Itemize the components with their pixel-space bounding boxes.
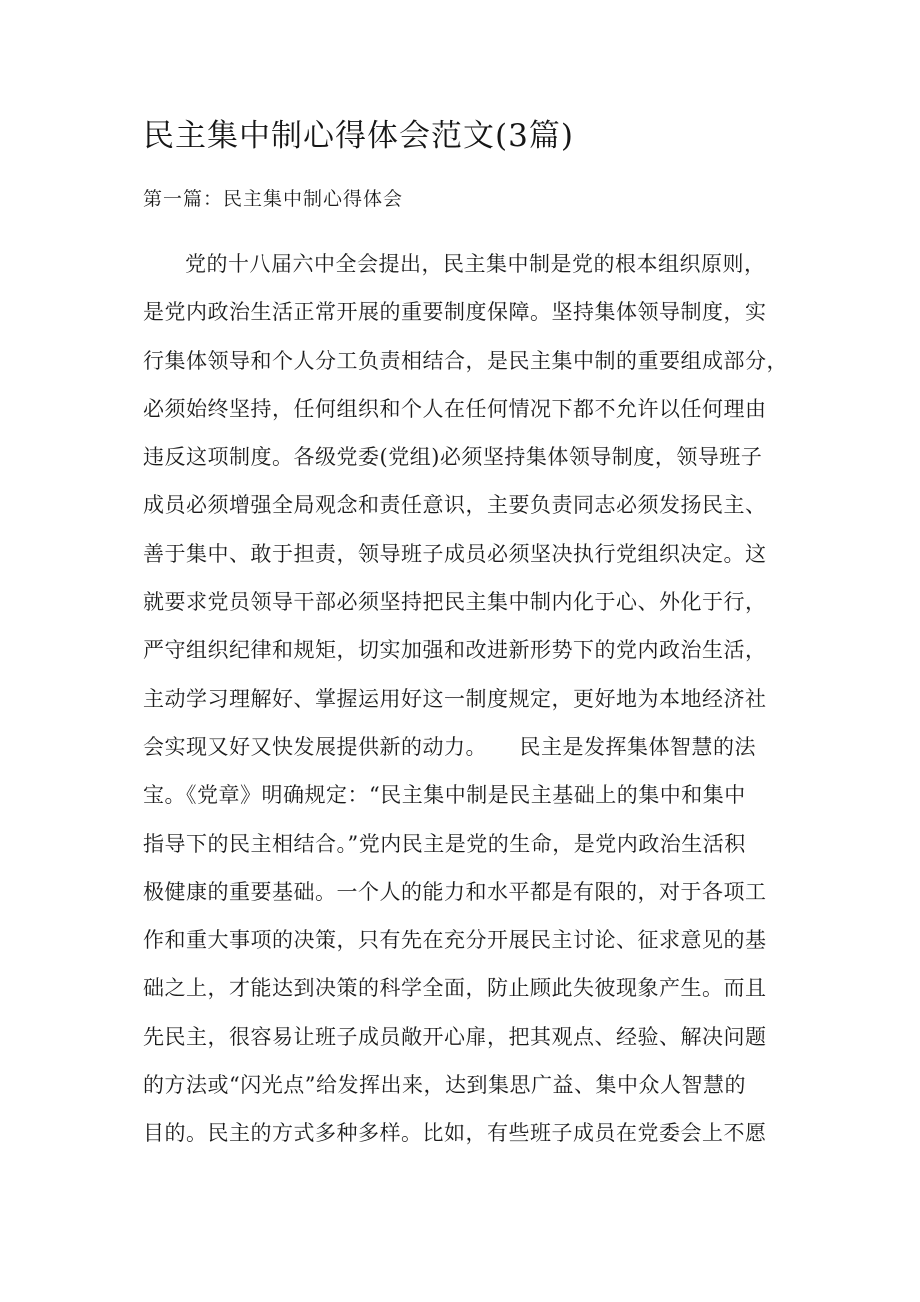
body-line: 先民主，很容易让班子成员敞开心扉，把其观点、经验、解决问题 (143, 1024, 767, 1049)
body-line: 违反这项制度。各级党委(党组)必须坚持集体领导制度，领导班子 (143, 445, 763, 470)
body-line: 就要求党员领导干部必须坚持把民主集中制内化于心、外化于行， (143, 590, 767, 615)
body-line: 础之上，才能达到决策的科学全面，防止顾此失彼现象产生。而且 (143, 976, 767, 1001)
body-line: 行集体领导和个人分工负责相结合，是民主集中制的重要组成部分， (143, 348, 788, 373)
body-line: 宝。《党章》明确规定：“民主集中制是民主基础上的集中和集中 (143, 783, 746, 808)
body-line: 必须始终坚持，任何组织和个人在任何情况下都不允许以任何理由 (143, 396, 767, 421)
body-line: 党的十八届六中全会提出，民主集中制是党的根本组织原则， (185, 252, 766, 276)
body-paragraph (143, 244, 803, 1162)
body-line: 作和重大事项的决策，只有先在充分开展民主讨论、征求意见的基 (143, 928, 767, 953)
body-line: 是党内政治生活正常开展的重要制度保障。坚持集体领导制度，实 (143, 300, 767, 325)
body-line: 善于集中、敢于担责，领导班子成员必须坚决执行党组织决定。这 (143, 541, 767, 566)
body-line: 严守组织纪律和规矩，切实加强和改进新形势下的党内政治生活， (143, 638, 767, 663)
body-line: 成员必须增强全局观念和责任意识，主要负责同志必须发扬民主、 (143, 493, 767, 518)
body-line: 会实现又好又快发展提供新的动力。 民主是发挥集体智慧的法 (143, 734, 756, 759)
document-title: 民主集中制心得体会范文(3篇) (143, 118, 574, 154)
body-line: 目的。民主的方式多种多样。比如，有些班子成员在党委会上不愿 (143, 1121, 767, 1146)
section-heading: 第一篇：民主集中制心得体会 (143, 188, 404, 210)
body-line: 的方法或“闪光点”给发挥出来，达到集思广益、集中众人智慧的 (143, 1073, 746, 1098)
body-line: 极健康的重要基础。一个人的能力和水平都是有限的，对于各项工 (143, 879, 767, 904)
body-line: 主动学习理解好、掌握运用好这一制度规定，更好地为本地经济社 (143, 686, 767, 711)
body-line: 指导下的民主相结合。”党内民主是党的生命，是党内政治生活积 (143, 831, 746, 856)
